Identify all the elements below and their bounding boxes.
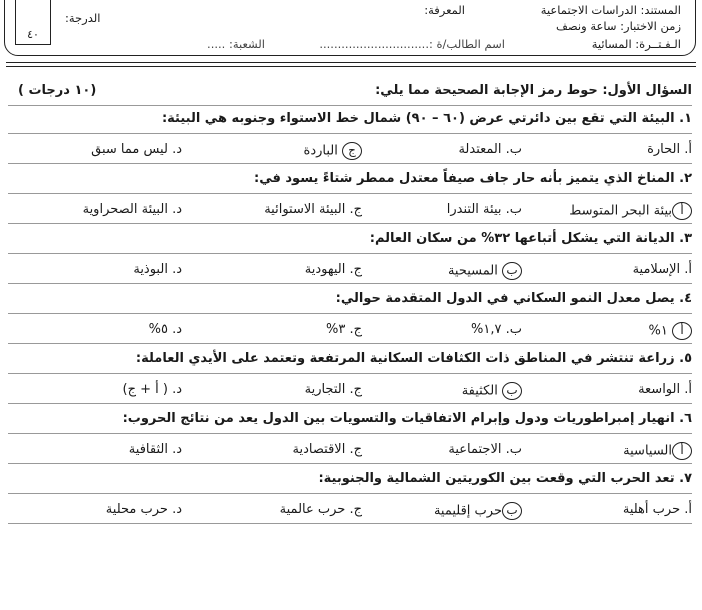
answer-circle: ب xyxy=(502,262,522,280)
question-text: ٤. يصل معدل النمو السكاني في الدول المتقدمة حوالي: xyxy=(335,291,692,306)
question-text: ١. البيئة التي تقع بين دائرتي عرض (٦٠ – ٩٠) شمال خط الاستواء وجنوبه هي البيئة: xyxy=(161,111,692,126)
option-d: د. الثقافية xyxy=(128,442,182,457)
option-c: ج. التجارية xyxy=(304,382,362,397)
option-a: أ. حرب أهلية xyxy=(622,502,692,517)
section-field: الشعبة: ..... xyxy=(207,37,265,51)
option-d: د. حرب محلية xyxy=(105,502,182,517)
options-row-6 xyxy=(8,434,692,464)
student-name-field: اسم الطالب/ة :.............................. xyxy=(319,37,505,51)
question-text: ٥. زراعة تنتشر في المناطق ذات الكثافات السكانية المرتفعة وتعتمد على الأيدي العاملة: xyxy=(135,351,692,366)
option-d: د. ليس مما سبق xyxy=(91,142,182,157)
option-a: أ ١% xyxy=(649,322,692,340)
option-c: ج. البيئة الاستوائية xyxy=(264,202,362,217)
question-7 xyxy=(8,464,692,494)
option-c: ج. حرب عالمية xyxy=(279,502,362,517)
section-title: السؤال الأول: حوط رمز الإجابة الصحيحة مما يلي: xyxy=(375,83,692,98)
option-b: ب. المعتدلة xyxy=(458,142,522,157)
option-a: أ. الحارة xyxy=(647,142,692,157)
header-divider-inner xyxy=(6,66,696,67)
question-text: ٧. تعد الحرب التي وقعت بين الكوريتين الشمالية والجنوبية: xyxy=(318,471,692,486)
option-d: د. ٥% xyxy=(148,322,182,337)
options-row-1 xyxy=(8,134,692,164)
option-d: د. البيئة الصحراوية xyxy=(82,202,182,217)
answer-circle: ب xyxy=(502,502,522,520)
option-b: ب. ١,٧% xyxy=(471,322,522,337)
option-d: د. البوذية xyxy=(133,262,182,277)
question-text: ٢. المناخ الذي يتميز بأنه حار جاف صيفاً معتدل ممطر شتاءً يسود في: xyxy=(254,171,692,186)
header-divider xyxy=(6,62,696,63)
option-c: ج. الاقتصادية xyxy=(292,442,362,457)
grade-total: ٤٠ xyxy=(27,28,39,41)
duration-label: زمن الاختبار: ساعة ونصف xyxy=(556,19,681,33)
options-row-2 xyxy=(8,194,692,224)
option-c: ج الباردة xyxy=(304,142,362,160)
section-title-row xyxy=(8,76,692,106)
option-b: بحرب إقليمية xyxy=(434,502,522,520)
period-label: الـفـتــرة: المسائية xyxy=(591,37,681,51)
option-c: ج. ٣% xyxy=(325,322,362,337)
option-a: أ. الإسلامية xyxy=(632,262,692,277)
options-row-5 xyxy=(8,374,692,404)
grade-label: الدرجة: xyxy=(65,11,101,25)
option-b: ب المسيحية xyxy=(448,262,522,280)
answer-circle: أ xyxy=(672,442,692,460)
option-a: أالسياسية xyxy=(623,442,692,460)
option-b: ب. الاجتماعية xyxy=(448,442,522,457)
exam-header xyxy=(4,0,696,56)
answer-circle: ب xyxy=(502,382,522,400)
answer-circle: أ xyxy=(672,202,692,220)
section-marks: (١٠ درجات ) xyxy=(18,83,97,98)
option-a: أ. الواسعة xyxy=(638,382,692,397)
option-a: أبيئة البحر المتوسط xyxy=(569,202,692,220)
option-d: د. ( أ + ج) xyxy=(122,382,182,397)
question-4 xyxy=(8,284,692,314)
option-c: ج. اليهودية xyxy=(304,262,362,277)
options-row-3 xyxy=(8,254,692,284)
question-text: ٦. انهيار إمبراطوريات ودول وإبرام الاتفاقيات والتسويات بين الدول يعد من نتائج الحروب: xyxy=(122,411,692,426)
question-text: ٣. الديانة التي يشكل أتباعها ٣٢% من سكان العالم: xyxy=(369,231,692,246)
question-5 xyxy=(8,344,692,374)
answer-circle: أ xyxy=(672,322,692,340)
question-6 xyxy=(8,404,692,434)
grade-box xyxy=(15,0,51,45)
option-b: ب. بيئة التندرا xyxy=(446,202,522,217)
knowledge-label: المعرفة: xyxy=(424,3,465,17)
option-b: ب الكثيفة xyxy=(462,382,522,400)
answer-circle: ج xyxy=(342,142,362,160)
subject-label: المستند: الدراسات الاجتماعية xyxy=(540,3,681,17)
question-2 xyxy=(8,164,692,194)
options-row-7 xyxy=(8,494,692,524)
question-1 xyxy=(8,104,692,134)
question-3 xyxy=(8,224,692,254)
options-row-4 xyxy=(8,314,692,344)
